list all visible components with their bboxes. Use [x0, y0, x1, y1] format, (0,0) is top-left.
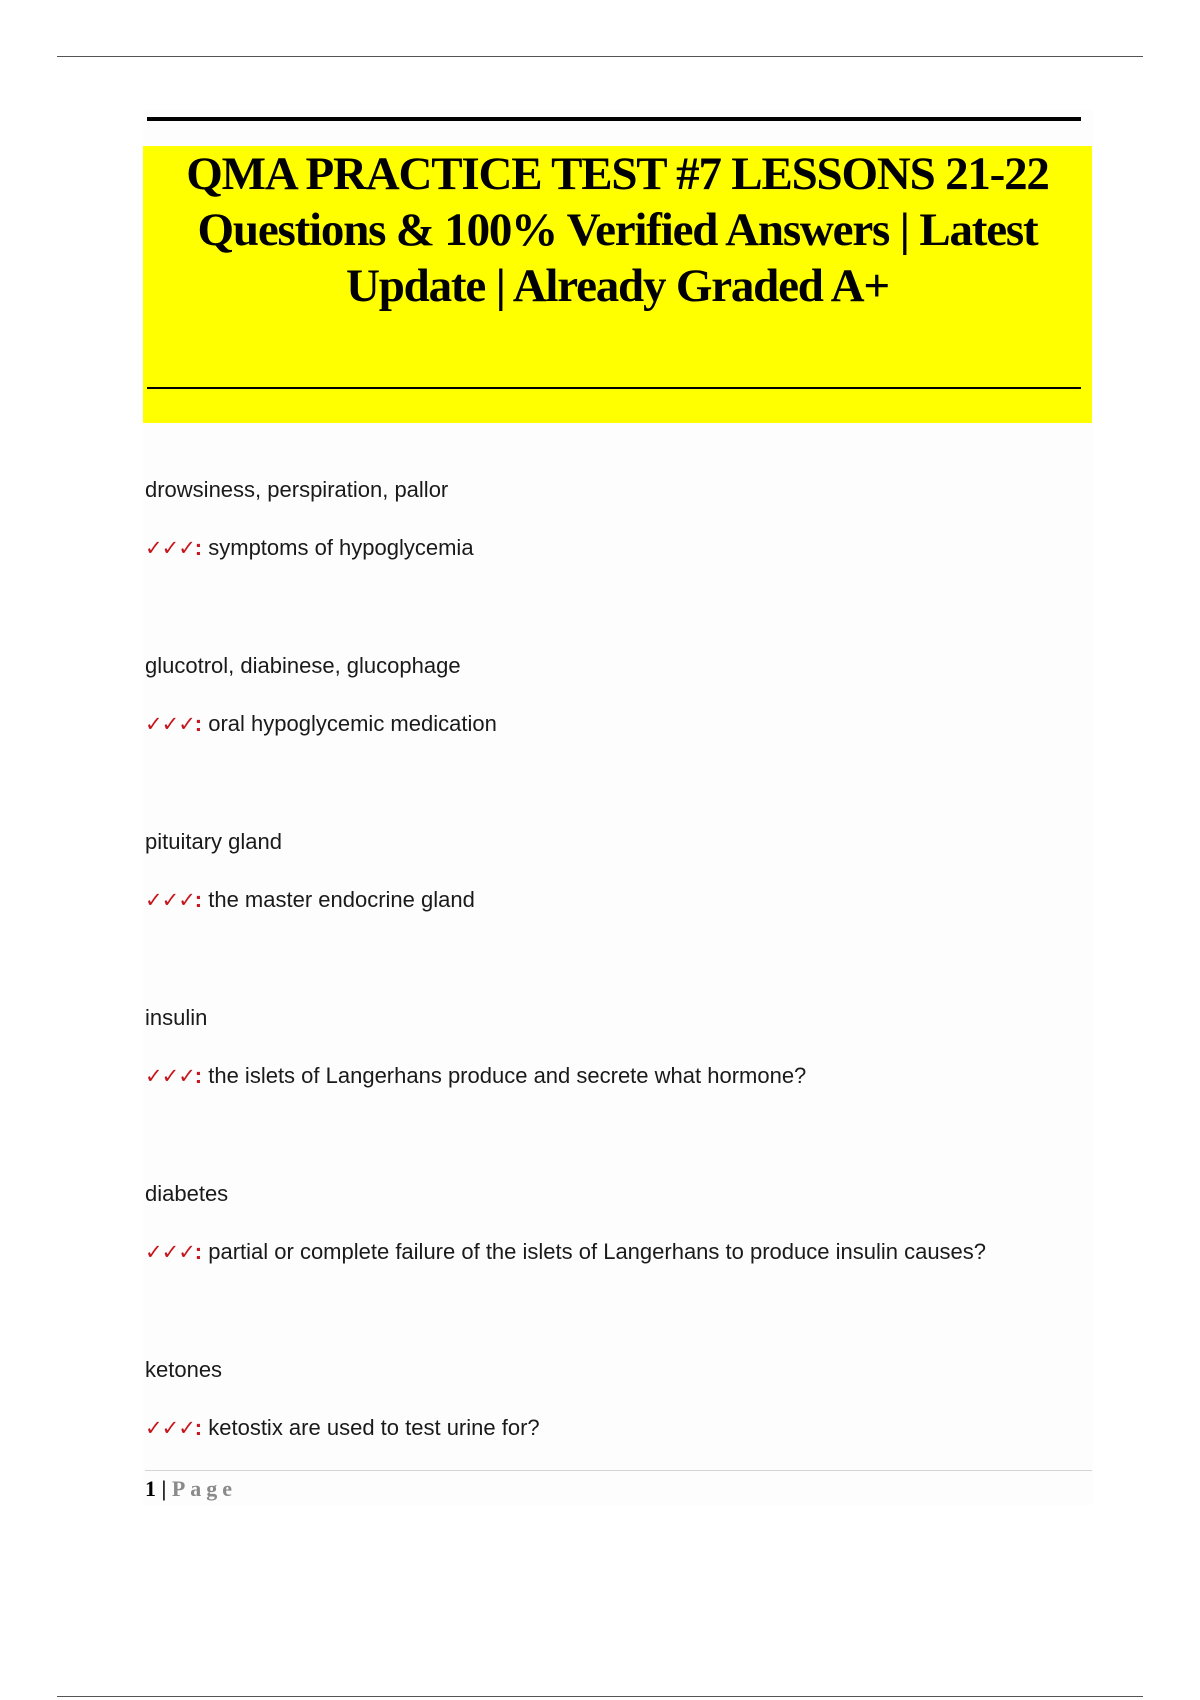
- qa-term: drowsiness, perspiration, pallor: [145, 477, 449, 502]
- title-highlight-block: [143, 146, 1092, 423]
- checkmark-icon: ✓✓✓: [145, 1064, 195, 1088]
- top-divider: [57, 56, 1143, 57]
- qa-answer-text: the islets of Langerhans produce and secrete what hormone?: [202, 1063, 807, 1088]
- page-number: 1: [145, 1476, 156, 1501]
- document-title: QMA PRACTICE TEST #7 LESSONS 21-22 Questions & 100% Verified Answers | Latest Update | Already Graded A+: [186, 148, 1049, 312]
- qa-item: [145, 1003, 1085, 1179]
- qa-term: ketones: [145, 1357, 223, 1382]
- title-top-rule: [147, 117, 1081, 121]
- qa-answer: [145, 533, 474, 563]
- answer-separator: :: [194, 535, 203, 560]
- page-label: Page: [171, 1476, 238, 1501]
- page-separator: |: [156, 1476, 172, 1501]
- answer-separator: :: [194, 711, 203, 736]
- qa-item: [145, 1355, 1085, 1531]
- checkmark-icon: ✓✓✓: [145, 536, 195, 560]
- checkmark-icon: ✓✓✓: [145, 712, 195, 736]
- checkmark-icon: ✓✓✓: [145, 1416, 195, 1440]
- qa-item: [145, 827, 1085, 1003]
- qa-answer: [145, 885, 475, 915]
- answer-separator: :: [194, 1063, 203, 1088]
- qa-term: glucotrol, diabinese, glucophage: [145, 653, 461, 678]
- answer-separator: :: [194, 1239, 203, 1264]
- qa-term: pituitary gland: [145, 829, 282, 854]
- qa-answer-text: ketostix are used to test urine for?: [202, 1415, 540, 1440]
- qa-answer-text: oral hypoglycemic medication: [202, 711, 497, 736]
- page-footer: [145, 1474, 237, 1504]
- qa-term: diabetes: [145, 1181, 229, 1206]
- answer-separator: :: [194, 887, 203, 912]
- checkmark-icon: ✓✓✓: [145, 888, 195, 912]
- bottom-divider: [57, 1696, 1143, 1697]
- qa-answer: [145, 1413, 540, 1443]
- qa-item: [145, 651, 1085, 827]
- qa-answer-text: the master endocrine gland: [202, 887, 475, 912]
- qa-answer: [145, 709, 497, 739]
- answer-separator: :: [194, 1415, 203, 1440]
- qa-answer: [145, 1061, 806, 1091]
- qa-item: [145, 1179, 1085, 1355]
- title-bottom-rule: [147, 387, 1081, 389]
- qa-answer-text: partial or complete failure of the islets of Langerhans to produce insulin causes?: [202, 1239, 987, 1264]
- qa-answer-text: symptoms of hypoglycemia: [202, 535, 474, 560]
- qa-item: [145, 475, 1085, 651]
- checkmark-icon: ✓✓✓: [145, 1240, 195, 1264]
- qa-answer: [145, 1237, 986, 1267]
- footer-divider: [145, 1470, 1092, 1471]
- qa-term: insulin: [145, 1005, 208, 1030]
- qa-list: [145, 475, 1085, 1531]
